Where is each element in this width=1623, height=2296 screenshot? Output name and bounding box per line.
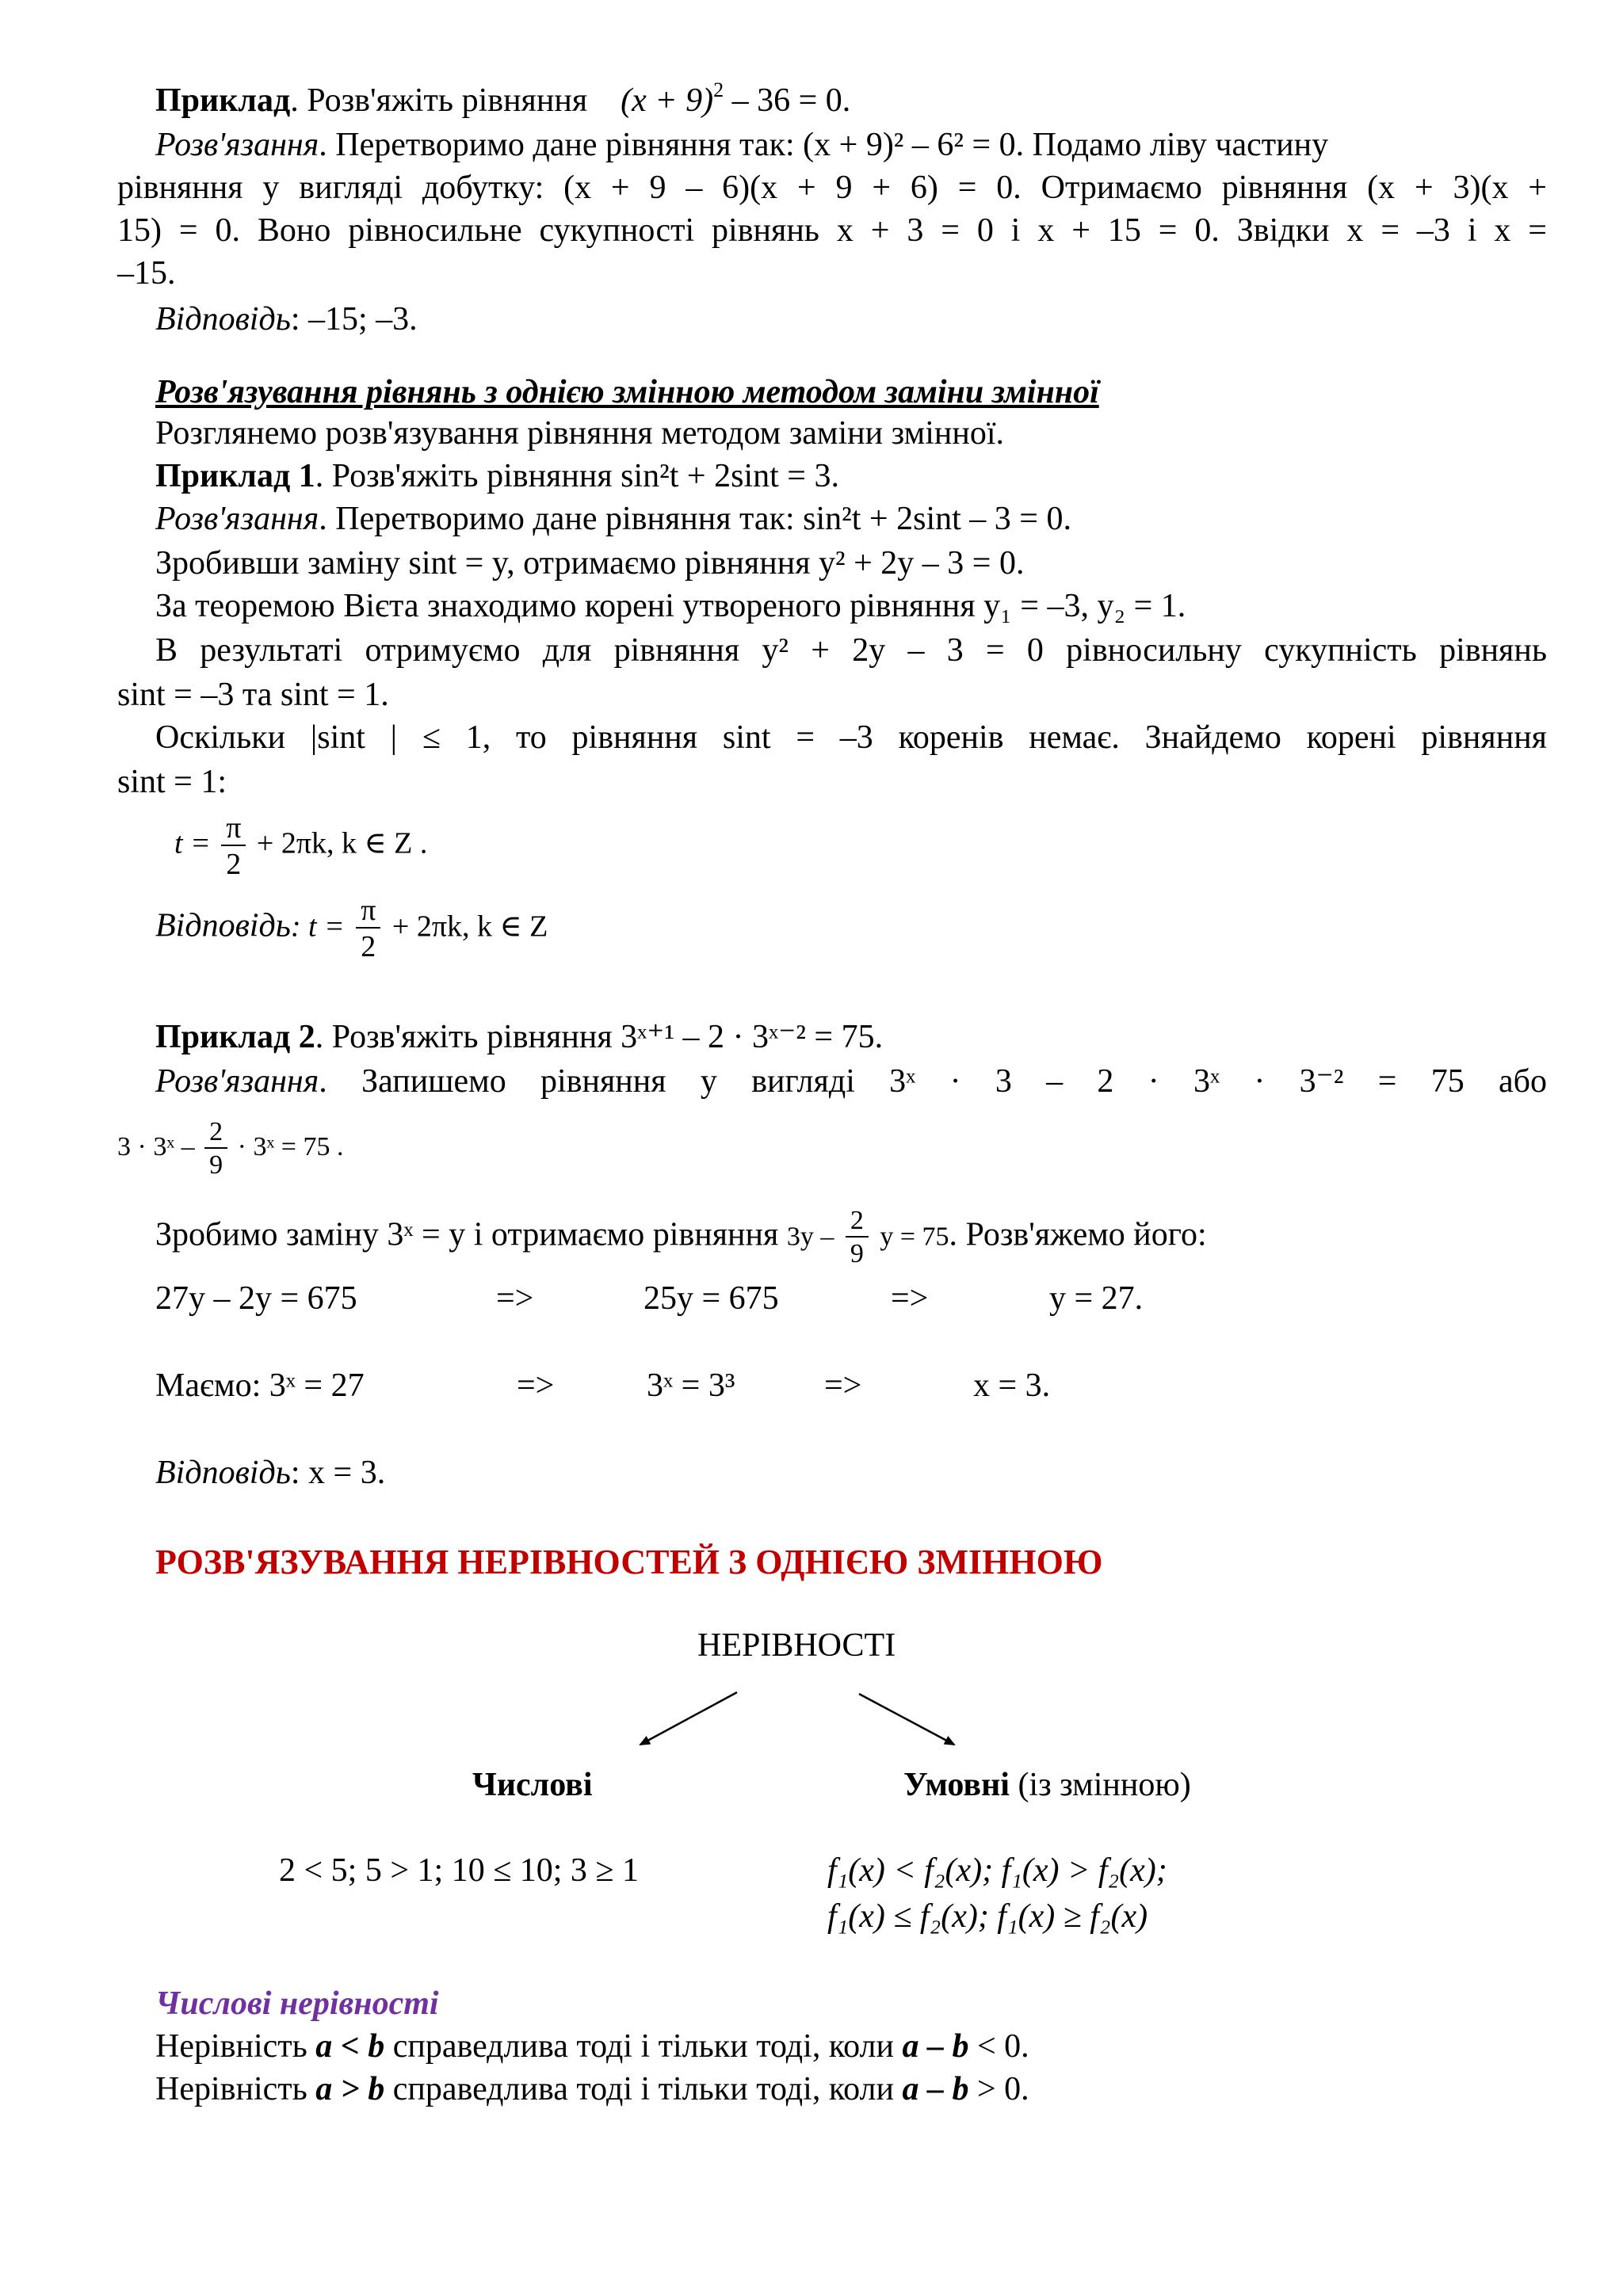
rule-prefix: Нерівність (155, 2028, 307, 2065)
equation-step: 25y = 675 (643, 1280, 779, 1317)
example-label: Приклад 2 (155, 1019, 315, 1055)
numeric-title: Числові нерівності (155, 1985, 439, 2022)
example0-task (155, 78, 851, 119)
example1-step7: sint = 1: (117, 764, 227, 800)
example-equation-tail: – 36 = 0. (731, 82, 851, 119)
example0-answer (155, 303, 418, 336)
arrow-left (640, 1692, 737, 1745)
solution-text: . Запишемо рівняння у вигляді 3ˣ · 3 – 2 · 3ˣ · 3⁻² = 75 або (319, 1063, 1547, 1100)
fraction-numerator: 2 (204, 1119, 227, 1149)
diagram-left-title: Числові (472, 1767, 593, 1803)
rule-difference: a – b (902, 2071, 969, 2107)
solution-label: Розв'язання (155, 127, 319, 163)
arrow-right (859, 1694, 954, 1745)
equation-step: x = 3. (973, 1367, 1051, 1404)
answer-rhs: + 2πk, k ∈ Z (391, 910, 548, 944)
diagram-right-line1: f₁(x) < f₂(x); f₁(x) > f₂(x); (827, 1852, 1167, 1889)
example-task-text: . Розв'яжіть рівняння 3ˣ⁺¹ – 2 · 3ˣ⁻² = 75. (315, 1019, 884, 1055)
rewrite-lhs: 3 · 3ˣ – (117, 1131, 195, 1161)
substitution-lhs: 3y – (786, 1222, 834, 1252)
diagram-right-note: (із змінною) (1018, 1767, 1191, 1803)
fraction-denominator: 2 (226, 848, 242, 881)
rewrite-rhs: · 3ˣ = 75 . (237, 1131, 344, 1161)
example1-answer (155, 895, 548, 962)
equation-step: 27y – 2y = 675 (155, 1280, 357, 1317)
example-task-text: . Розв'яжіть рівняння sin²t + 2sint = 3. (315, 458, 839, 494)
diagram-arrows (626, 1683, 975, 1762)
fraction (221, 813, 246, 879)
diagram-root: НЕРІВНОСТІ (697, 1627, 896, 1664)
rule-expression: a > b (315, 2071, 385, 2107)
solution-text: . Перетворимо дане рівняння так: (x + 9)² – 6² = 0. Подамо ліву частину (319, 127, 1329, 163)
substitution-rhs: y = 75 (880, 1222, 949, 1252)
example-equation: (x + 9) (621, 82, 714, 119)
solution-text: . Перетворимо дане рівняння так: sin²t + 2sint – 3 = 0. (319, 501, 1071, 537)
solution-label: Розв'язання (155, 1063, 319, 1100)
rule-difference: a – b (902, 2028, 969, 2065)
example-label: Приклад (155, 82, 291, 119)
substitution-post: . Розв'яжемо його: (949, 1216, 1207, 1253)
example2-solution (155, 1065, 1547, 1098)
answer-text: : –15; –3. (290, 301, 418, 338)
example0-solution-line3: 15) = 0. Воно рівносильне сукупності рівнянь x + 3 = 0 і x + 15 = 0. Звідки x = –3 і x = (117, 212, 1547, 249)
answer-text: : x = 3. (290, 1455, 386, 1491)
answer-lhs: : t = (290, 910, 345, 944)
subsection-title: Розв'язування рівнянь з однією змінною методом заміни змінної (155, 374, 1099, 410)
diagram-right-line2: f₁(x) ≤ f₂(x); f₁(x) ≥ f₂(x) (827, 1898, 1148, 1935)
fraction-numerator: π (221, 813, 246, 846)
example1-task (155, 460, 839, 493)
example1-step6: Оскільки |sint | ≤ 1, то рівняння sint = –3 коренів немає. Знайдемо корені рівняння (155, 719, 1547, 756)
formula-lhs: t = (174, 826, 211, 860)
example1-solution (155, 502, 1071, 536)
substitution-text: Зробимо заміну 3ˣ = y і отримаємо рівняння (155, 1216, 779, 1253)
example1-step4: В результаті отримуємо для рівняння y² + 2y – 3 = 0 рівносильну сукупність рівнянь (155, 632, 1547, 669)
diagram-left-examples: 2 < 5; 5 > 1; 10 ≤ 10; 3 ≥ 1 (279, 1852, 639, 1889)
implies-arrow: => (496, 1280, 534, 1317)
exponent: 2 (713, 78, 724, 101)
example-task-text: . Розв'яжіть рівняння (290, 82, 588, 119)
implies-arrow: => (517, 1367, 555, 1404)
fraction-numerator: 2 (846, 1207, 869, 1238)
diagram-right-title: Умовні (903, 1767, 1010, 1803)
example0-solution-line4: –15. (117, 255, 176, 292)
rule-prefix: Нерівність (155, 2071, 307, 2107)
example1-step3: За теоремою Вієта знаходимо корені утвореного рівняння y₁ = –3, y₂ = 1. (155, 588, 1186, 624)
example0-solution-line2: рівняння у вигляді добутку: (x + 9 – 6)(x + 9 + 6) = 0. Отримаємо рівняння (x + 3)(x + (117, 170, 1547, 206)
equation-step: y = 27. (1049, 1280, 1144, 1317)
numeric-rule-1 (155, 2030, 1029, 2063)
rule-middle: справедлива тоді і тільки тоді, коли (392, 2071, 894, 2107)
fraction-denominator: 2 (361, 930, 376, 963)
example-label: Приклад 1 (155, 458, 315, 494)
fraction-denominator: 9 (209, 1150, 223, 1180)
rule-expression: a < b (315, 2028, 385, 2065)
rule-end: > 0. (976, 2071, 1029, 2107)
fraction (204, 1119, 227, 1179)
fraction (356, 895, 380, 962)
rule-middle: справедлива тоді і тільки тоді, коли (392, 2028, 894, 2065)
section-title: РОЗВ'ЯЗУВАННЯ НЕРІВНОСТЕЙ З ОДНІЄЮ ЗМІННОЮ (155, 1543, 1103, 1581)
example0-solution-line1 (155, 128, 1328, 162)
example2-answer (155, 1456, 385, 1489)
example1-step5: sint = –3 та sint = 1. (117, 677, 389, 713)
implies-arrow: => (824, 1367, 862, 1404)
equation-step: Маємо: 3ˣ = 27 (155, 1367, 365, 1404)
answer-label: Відповідь (155, 1455, 291, 1491)
implies-arrow: => (891, 1280, 929, 1317)
equation-step: 3ˣ = 3³ (647, 1367, 735, 1404)
example1-step2: Зробивши заміну sint = y, отримаємо рівняння y² + 2y – 3 = 0. (155, 545, 1025, 582)
fraction-numerator: π (356, 895, 380, 929)
example2-substitution (155, 1207, 1207, 1268)
diagram-right-heading (903, 1768, 1191, 1802)
fraction (846, 1207, 869, 1268)
example2-task (155, 1020, 883, 1054)
answer-label: Відповідь (155, 907, 291, 944)
answer-label: Відповідь (155, 301, 291, 338)
formula-rhs: + 2πk, k ∈ Z . (256, 826, 428, 860)
solution-label: Розв'язання (155, 501, 319, 537)
fraction-denominator: 9 (850, 1239, 864, 1268)
example2-rewrite (117, 1119, 343, 1179)
numeric-rule-2 (155, 2073, 1029, 2106)
example1-formula (174, 813, 427, 879)
subsection-intro: Розглянемо розв'язування рівняння методом заміни змінної. (155, 415, 1004, 452)
rule-end: < 0. (976, 2028, 1029, 2065)
